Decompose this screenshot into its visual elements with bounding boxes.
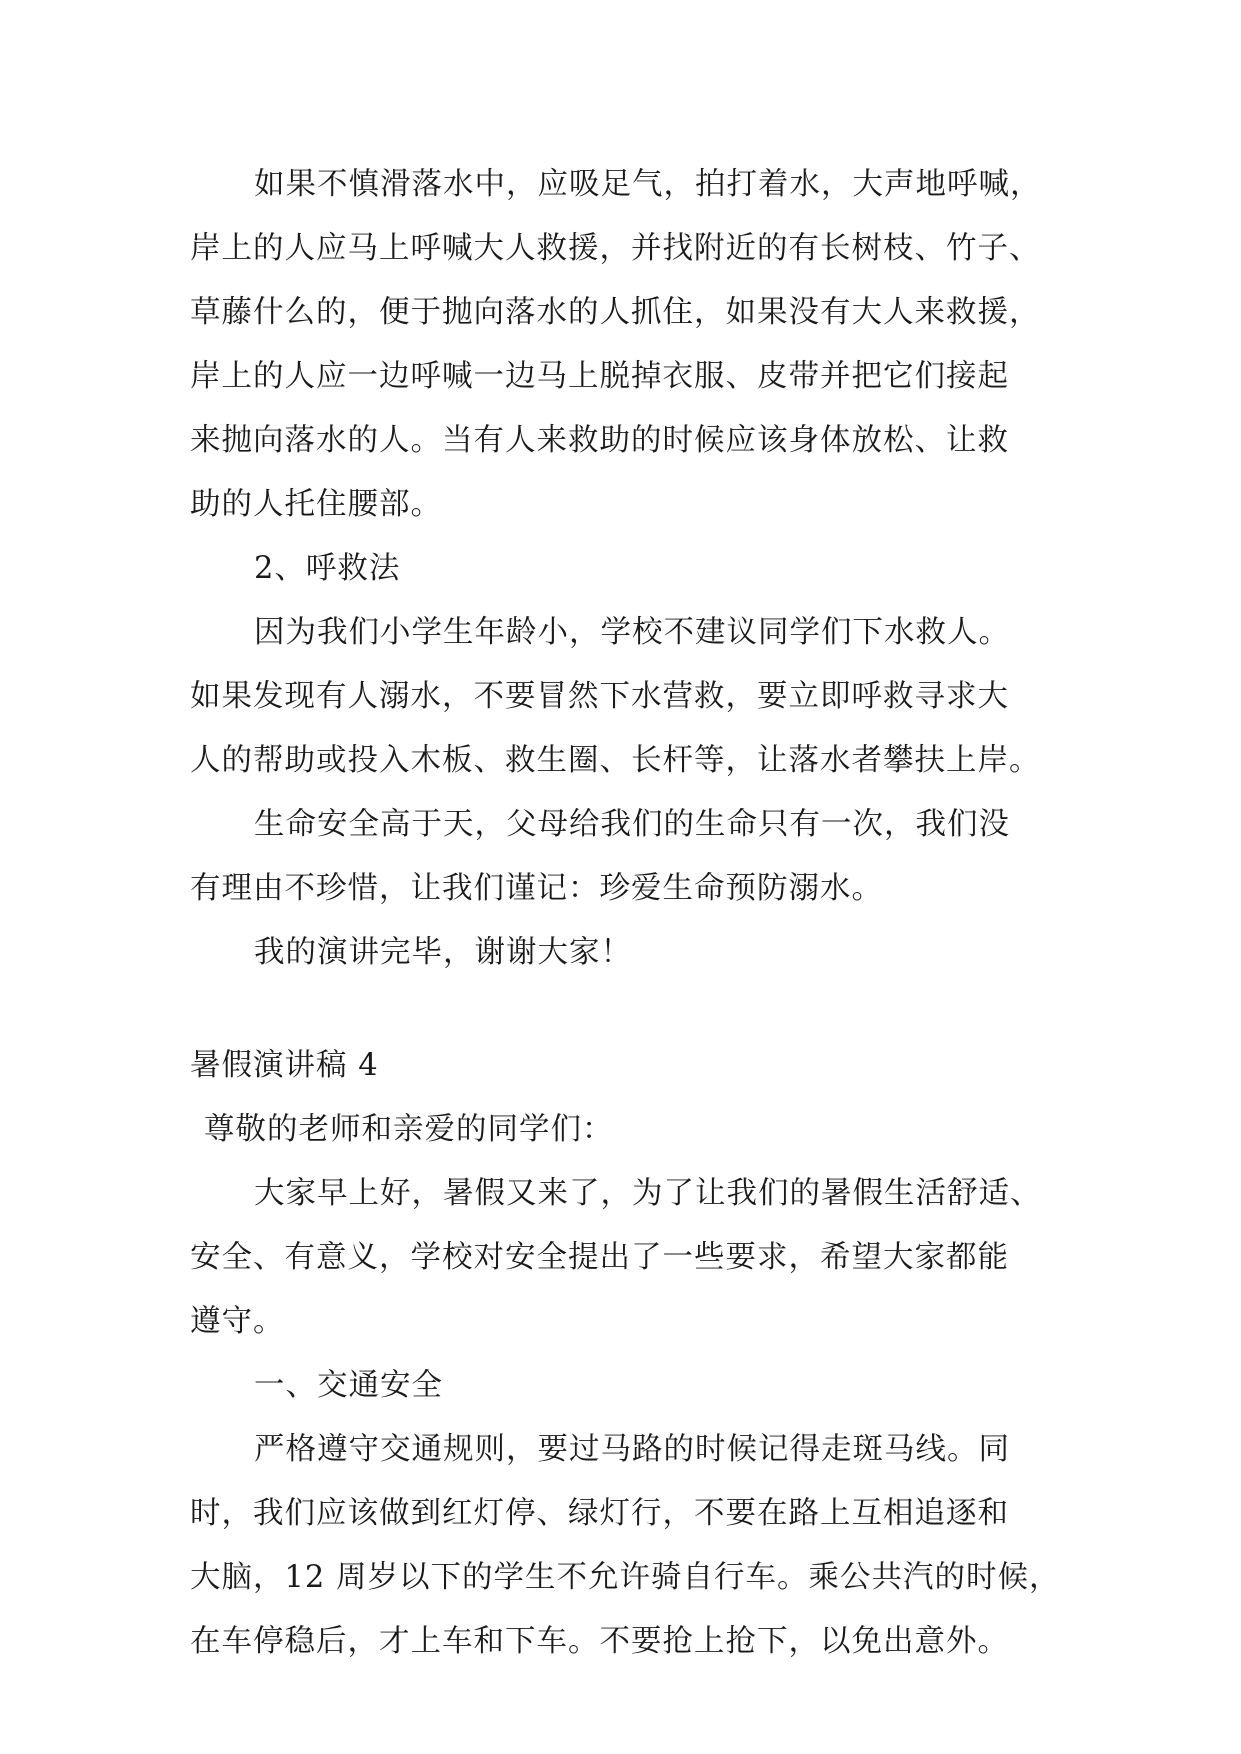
closing-line: 我的演讲完毕，谢谢大家！ bbox=[254, 935, 632, 970]
body-text-line: 如果发现有人溺水，不要冒然下水营救，要立即呼救寻求大 bbox=[190, 679, 1009, 714]
body-text-line: 人的帮助或投入木板、救生圈、长杆等，让落水者攀扶上岸。 bbox=[190, 743, 1041, 778]
body-text-line: 安全、有意义，学校对安全提出了一些要求，希望大家都能 bbox=[190, 1240, 1009, 1275]
body-text-line: 生命安全高于天，父母给我们的生命只有一次，我们没 bbox=[254, 807, 1010, 842]
section-heading: 一、交通安全 bbox=[254, 1368, 443, 1403]
body-text-line: 严格遵守交通规则，要过马路的时候记得走斑马线。同 bbox=[254, 1432, 1010, 1467]
body-text-line: 时，我们应该做到红灯停、绿灯行，不要在路上互相追逐和 bbox=[190, 1496, 1009, 1531]
body-text-line: 有理由不珍惜，让我们谨记：珍爱生命预防溺水。 bbox=[190, 871, 883, 906]
body-text-line: 如果不慎滑落水中，应吸足气，拍打着水，大声地呼喊， bbox=[254, 167, 1042, 202]
body-text-line: 岸上的人应一边呼喊一边马上脱掉衣服、皮带并把它们接起 bbox=[190, 359, 1009, 394]
body-text-line: 岸上的人应马上呼喊大人救援，并找附近的有长树枝、竹子、 bbox=[190, 231, 1041, 266]
body-text-line: 大家早上好，暑假又来了，为了让我们的暑假生活舒适、 bbox=[254, 1176, 1042, 1211]
body-text-line: 助的人托住腰部。 bbox=[190, 487, 442, 522]
salutation: 尊敬的老师和亲爱的同学们： bbox=[204, 1112, 614, 1147]
section-heading: 2、呼救法 bbox=[254, 551, 401, 586]
body-text-line: 遵守。 bbox=[190, 1304, 285, 1339]
body-text-line: 来抛向落水的人。当有人来救助的时候应该身体放松、让救 bbox=[190, 423, 1009, 458]
body-text-line: 在车停稳后，才上车和下车。不要抢上抢下，以免出意外。 bbox=[190, 1624, 1009, 1659]
body-text-line: 大脑，12 周岁以下的学生不允许骑自行车。乘公共汽的时候， bbox=[190, 1560, 1061, 1595]
body-text-line: 因为我们小学生年龄小，学校不建议同学们下水救人。 bbox=[254, 615, 1010, 650]
body-text-line: 草藤什么的，便于抛向落水的人抓住，如果没有大人来救援， bbox=[190, 295, 1041, 330]
section-title: 暑假演讲稿 4 bbox=[190, 1048, 379, 1083]
